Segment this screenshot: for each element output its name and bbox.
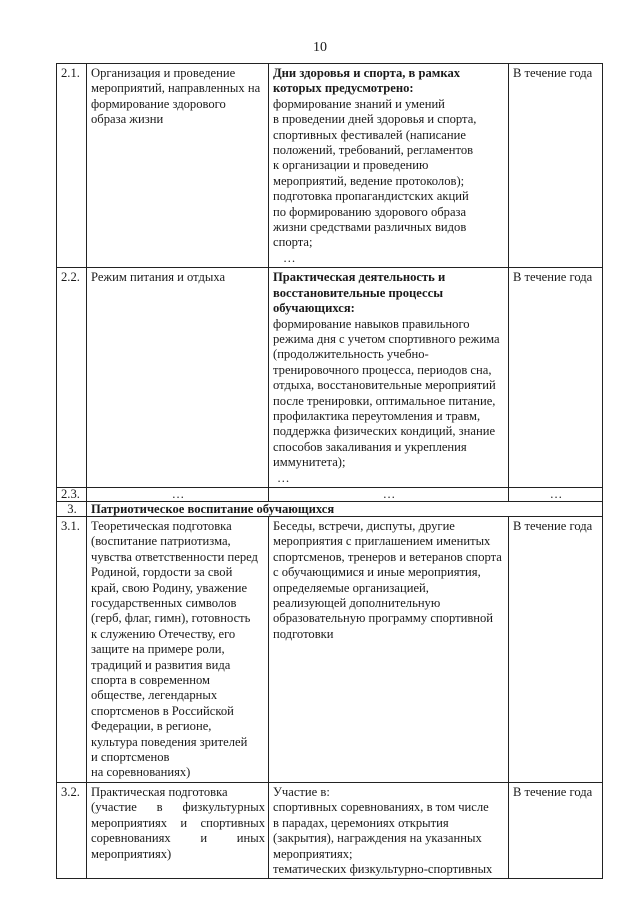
row-number: 3.1. [57, 516, 87, 782]
row-number: 2.1. [57, 64, 87, 268]
section-row [57, 501, 603, 516]
table-row [57, 487, 603, 501]
activity-description: Практическая деятельность и восстановительные процессы обучающихся: формирование навыков правильного режима дня с учетом спортивного режима (продолжительность учебно- тренировочного процесса, периодов сна, отдыха, восстановительные мероприятий после тренировки, оптимальное питание, профилактика переутомления и травм, поддержка физических кондиций, знание способов закаливания и укрепления иммунитета); … [269, 268, 509, 488]
activity-title: Теоретическая подготовка (воспитание патриотизма, чувства ответственности перед Родиной, гордости за свой край, свою Родину, уважение государственных символов (герб, флаг, гимн), готовность к служению Отечеству, его защите на примере роли, традиций и развития вида спорта в современном обществе, легендарных спортсменов в Российской Федерации, в регионе, культура поведения зрителей и спортсменов на соревнованиях) [87, 516, 269, 782]
activity-description: Дни здоровья и спорта, в рамках которых предусмотрено: формирование знаний и умений в проведении дней здоровья и спорта, спортивных фестивалей (написание положений, требований, регламентов к организации и проведению мероприятий, ведение протоколов); подготовка пропагандистских акций по формированию здорового образа жизни средствами различных видов спорта; … [269, 64, 509, 268]
table-row [57, 268, 603, 488]
activity-title: … [87, 487, 269, 501]
row-number: 2.3. [57, 487, 87, 501]
activity-term: В течение года [509, 782, 603, 878]
row-number: 2.2. [57, 268, 87, 488]
activity-description: Беседы, встречи, диспуты, другие мероприятия с приглашением именитых спортсменов, тренеров и ветеранов спорта с обучающимися и иные мероприятия, определяемые организацией, реализующей дополнительную образовательную программу спортивной подготовки [269, 516, 509, 782]
row-number: 3.2. [57, 782, 87, 878]
activity-term: В течение года [509, 268, 603, 488]
activity-term: … [509, 487, 603, 501]
activity-description: Участие в: спортивных соревнованиях, в том числе в парадах, церемониях открытия (закрытия), награждения на указанных мероприятиях; тематических физкультурно-спортивных [269, 782, 509, 878]
activity-title: Организация и проведение мероприятий, направленных на формирование здорового образа жизни [87, 64, 269, 268]
activity-title: Практическая подготовка (участие в физкультурных мероприятиях и спортивных соревнованиях и иных мероприятиях) [87, 782, 269, 878]
activity-title: Режим питания и отдыха [87, 268, 269, 488]
table-row [57, 782, 603, 878]
table-row [57, 64, 603, 268]
page-number: 10 [313, 40, 327, 55]
plan-table [56, 63, 603, 879]
section-title: Патриотическое воспитание обучающихся [87, 501, 603, 516]
activity-description: … [269, 487, 509, 501]
activity-term: В течение года [509, 64, 603, 268]
table-row [57, 516, 603, 782]
activity-term: В течение года [509, 516, 603, 782]
section-number: 3. [57, 501, 87, 516]
